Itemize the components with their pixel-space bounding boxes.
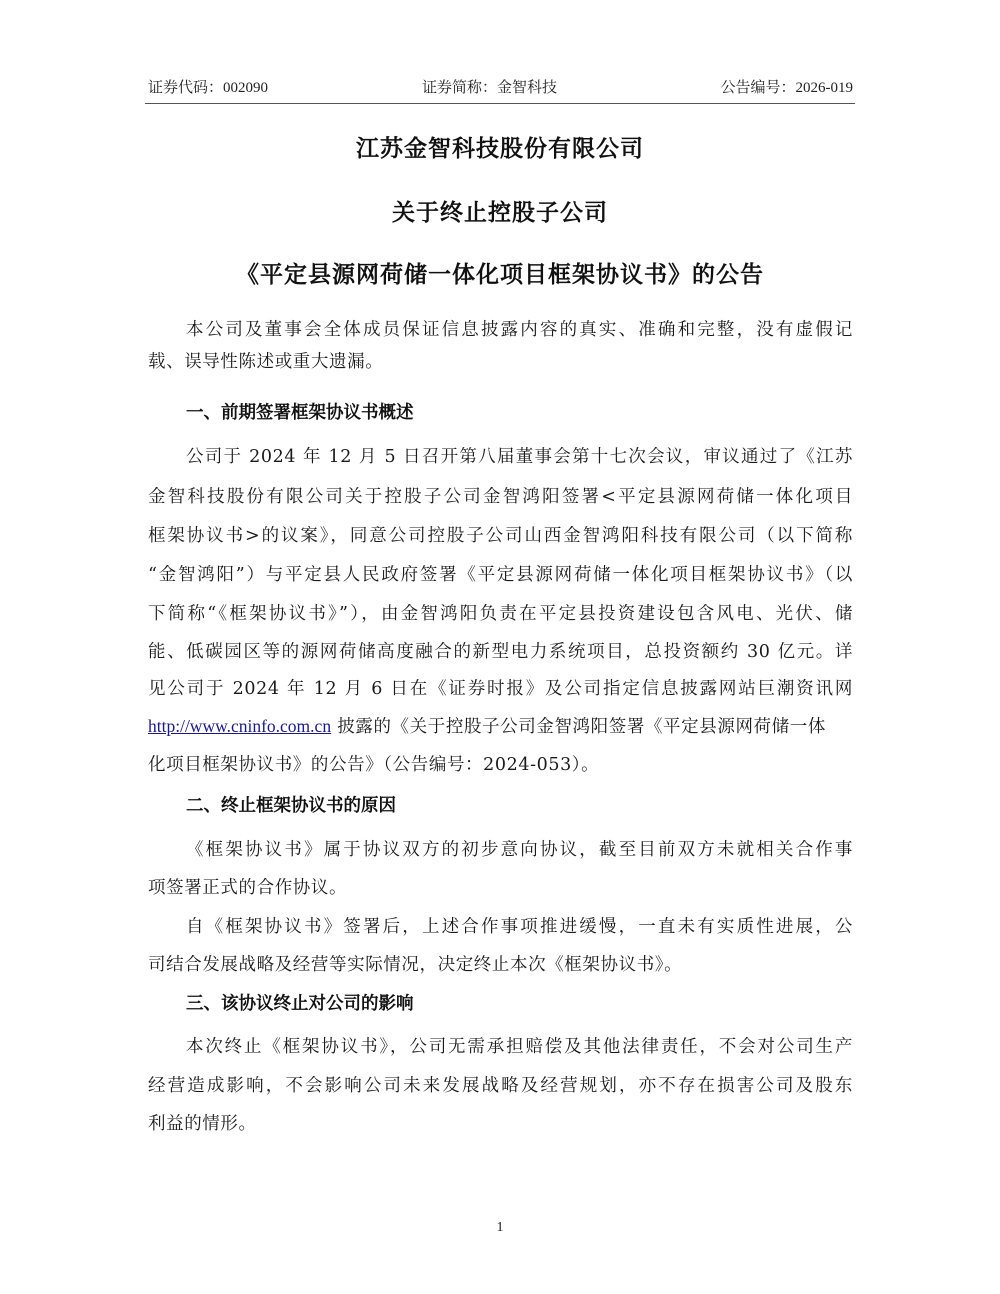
title-subject: 关于终止控股子公司 bbox=[392, 200, 608, 226]
section1-heading: 一、前期签署框架协议书概述 bbox=[186, 403, 414, 423]
section1-line: 金智科技股份有限公司关于控股子公司金智鸿阳签署<平定县源网荷储一体化项目 bbox=[148, 487, 853, 507]
section3-line: 经营造成影响，不会影响公司未来发展战略及经营规划，亦不存在损害公司及股东 bbox=[148, 1076, 853, 1096]
section1-link-after: 披露的《关于控股子公司金智鸿阳签署《平定县源网荷储一体 bbox=[331, 717, 826, 737]
section1-line: 公司于 2024 年 12 月 5 日召开第八届董事会第十七次会议，审议通过了《江苏 bbox=[186, 447, 853, 467]
section1-line: 见公司于 2024 年 12 月 6 日在《证券时报》及公司指定信息披露网站巨潮资讯网 bbox=[148, 679, 853, 699]
section3-line: 利益的情形。 bbox=[148, 1114, 257, 1134]
section2-para1-line: 《框架协议书》属于协议双方的初步意向协议，截至目前双方未就相关合作事 bbox=[186, 840, 853, 860]
statement-line-2: 载、误导性陈述或重大遗漏。 bbox=[148, 352, 384, 372]
section1-line: 框架协议书>的议案》，同意公司控股子公司山西金智鸿阳科技有限公司（以下简称 bbox=[148, 526, 853, 546]
section1-line: 下简称“《框架协议书》”），由金智鸿阳负责在平定县投资建设包含风电、光伏、储 bbox=[148, 604, 853, 624]
section1-line: “金智鸿阳”）与平定县人民政府签署《平定县源网荷储一体化项目框架协议书》（以 bbox=[148, 565, 853, 585]
page-number: 1 bbox=[496, 1220, 504, 1235]
section1-line: 能、低碳园区等的源网荷储高度融合的新型电力系统项目，总投资额约 30 亿元。详 bbox=[148, 642, 853, 662]
company-name-title: 江苏金智科技股份有限公司 bbox=[356, 136, 644, 162]
section2-para1-line: 项签署正式的合作协议。 bbox=[148, 878, 348, 898]
stock-name: 证券简称：金智科技 bbox=[422, 80, 558, 96]
section3-line: 本次终止《框架协议书》，公司无需承担赔偿及其他法律责任，不会对公司生产 bbox=[186, 1037, 853, 1057]
section2-para2-line: 自《框架协议书》签署后，上述合作事项推进缓慢，一直未有实质性进展，公 bbox=[186, 917, 853, 937]
section2-para2-line: 司结合发展战略及经营等实际情况，决定终止本次《框架协议书》。 bbox=[148, 955, 683, 975]
announcement-number: 公告编号：2026-019 bbox=[720, 80, 853, 96]
page-header bbox=[148, 76, 853, 100]
section3-heading: 三、该协议终止对公司的影响 bbox=[186, 994, 414, 1014]
section1-link-line bbox=[148, 713, 853, 738]
title-agreement: 《平定县源网荷储一体化项目框架协议书》的公告 bbox=[236, 262, 764, 288]
section2-heading: 二、终止框架协议书的原因 bbox=[186, 796, 396, 816]
cninfo-link[interactable]: http://www.cninfo.com.cn bbox=[148, 716, 332, 736]
section1-last-line: 化项目框架协议书》的公告》（公告编号：2024-053）。 bbox=[148, 755, 600, 775]
statement-line-1: 本公司及董事会全体成员保证信息披露内容的真实、准确和完整，没有虚假记 bbox=[186, 320, 853, 340]
header-divider bbox=[145, 103, 855, 104]
stock-code: 证券代码：002090 bbox=[148, 80, 269, 96]
